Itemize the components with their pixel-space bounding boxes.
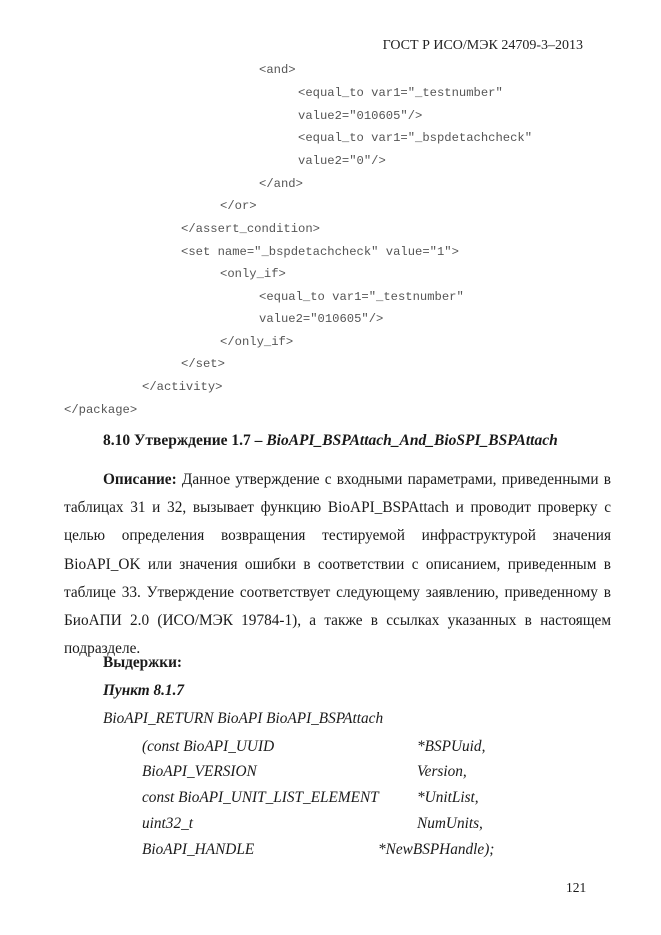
param-type: uint32_t: [142, 815, 193, 832]
description-text: Данное утверждение с входными параметрами, приведенными в таблицах 31 и 32, вызывает функцию BioAPI_BSPAttach и проводит проверку с целью определения возвращения тестируемой инфраструктурой значения BioAPI_OK или значения ошибки в соответствии с описанием, приведенным в таблице 33. Утверждение соответствует следующему заявлению, приведенному в БиоАПИ 2.0 (ИСО/МЭК 19784-1), а также в ссылках указанных в настоящем подразделе.: [64, 471, 611, 658]
code-line: </activity>: [142, 380, 223, 394]
param-name: *UnitList,: [417, 789, 479, 806]
code-line: <equal_to var1="_testnumber": [259, 290, 464, 304]
code-line: </or>: [220, 199, 257, 213]
page-number: 121: [566, 880, 587, 895]
code-line: </package>: [64, 403, 138, 417]
code-line: </only_if>: [220, 335, 294, 349]
param-name: *BSPUuid,: [417, 738, 486, 755]
code-line: <equal_to var1="_bspdetachcheck": [298, 131, 533, 145]
code-line: <and>: [259, 63, 296, 77]
param-name: NumUnits,: [417, 815, 483, 832]
code-line: </set>: [181, 357, 225, 371]
code-line: value2="010605"/>: [259, 312, 384, 326]
section-heading: [103, 432, 558, 450]
param-name: Version,: [417, 763, 467, 780]
description-label: Описание:: [103, 471, 177, 488]
code-line: <only_if>: [220, 267, 286, 281]
param-type: BioAPI_HANDLE: [142, 841, 255, 858]
code-line: <equal_to var1="_testnumber": [298, 86, 503, 100]
section-number-title: 8.10 Утверждение 1.7 –: [103, 432, 267, 449]
code-line: </assert_condition>: [181, 222, 320, 236]
param-type: BioAPI_VERSION: [142, 763, 257, 780]
code-line: </and>: [259, 177, 303, 191]
function-signature: BioAPI_RETURN BioAPI BioAPI_BSPAttach: [103, 710, 384, 727]
document-header: ГОСТ Р ИСО/МЭК 24709-3–2013: [382, 38, 583, 53]
clause-reference: Пункт 8.1.7: [103, 682, 185, 699]
code-line: <set name="_bspdetachcheck" value="1">: [181, 245, 459, 259]
code-line: value2="010605"/>: [298, 109, 423, 123]
section-title-italic: BioAPI_BSPAttach_And_BioSPI_BSPAttach: [266, 432, 558, 449]
param-type: (const BioAPI_UUID: [142, 738, 275, 755]
code-line: value2="0"/>: [298, 154, 386, 168]
description-paragraph: [64, 466, 611, 663]
param-type: const BioAPI_UNIT_LIST_ELEMENT: [142, 789, 379, 806]
param-name: *NewBSPHandle);: [378, 841, 495, 858]
excerpts-label: Выдержки:: [103, 654, 182, 671]
